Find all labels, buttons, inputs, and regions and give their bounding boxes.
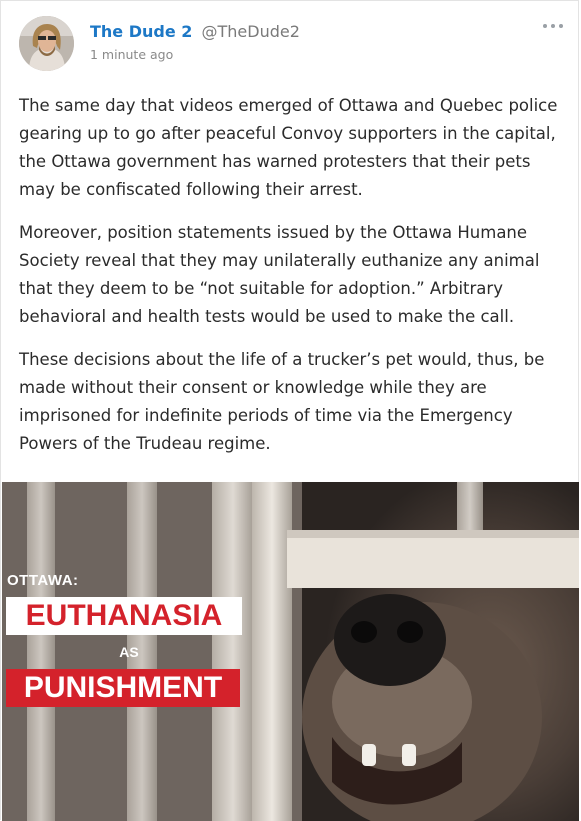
- post-paragraph: These decisions about the life of a trucker’s pet would, thus, be made without their consent or knowledge while they are imprisoned for indefinite periods of time via the Emergency Powers of the Trudeau regime.: [19, 350, 545, 453]
- author-avatar[interactable]: [19, 16, 74, 71]
- post-timestamp[interactable]: 1 minute ago: [90, 47, 174, 62]
- image-headline-middle: AS: [119, 644, 139, 660]
- post-body: [19, 92, 564, 473]
- image-overlay-label: OTTAWA:: [7, 572, 79, 589]
- post-header: [19, 16, 564, 72]
- image-headline-bottom: PUNISHMENT: [6, 669, 240, 707]
- post-paragraph: The same day that videos emerged of Ottawa and Quebec police gearing up to go after peaceful Convoy supporters in the capital, the Ottawa government has warned protesters that their pets may be confiscated following their arrest.: [19, 96, 558, 199]
- image-headline-top: EUTHANASIA: [6, 597, 242, 635]
- dog-photo: [2, 482, 579, 821]
- post-image[interactable]: [2, 482, 579, 821]
- author-handle[interactable]: @TheDude2: [201, 22, 300, 41]
- more-dots-icon[interactable]: [542, 18, 564, 32]
- post-paragraph: Moreover, position statements issued by the Ottawa Humane Society reveal that they may unilaterally euthanize any animal that they deem to be “not suitable for adoption.” Arbitrary behavioral and health tests would be used to make the call.: [19, 223, 540, 326]
- user-avatar-icon: [19, 16, 74, 71]
- author-display-name[interactable]: The Dude 2: [90, 22, 193, 41]
